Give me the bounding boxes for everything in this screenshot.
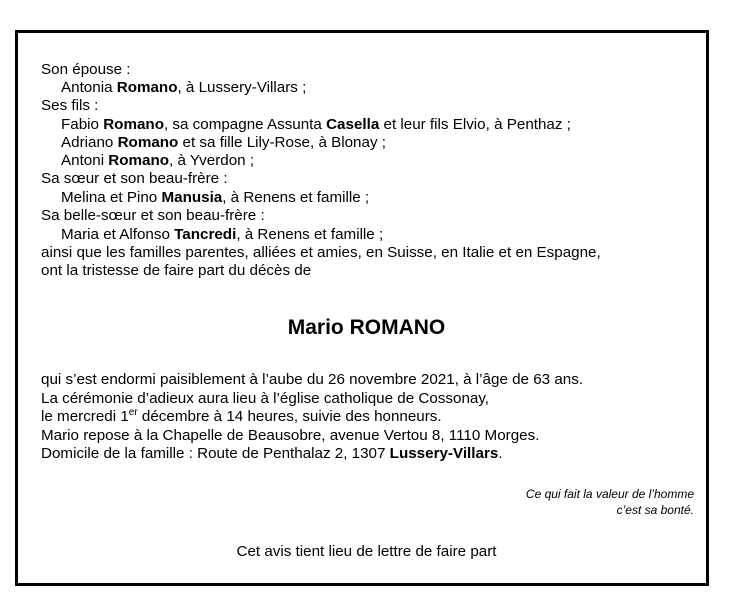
announce-line: ont la tristesse de faire part du décès de [41, 262, 312, 279]
deceased-name: Mario ROMANO [287, 316, 446, 339]
notice-frame [15, 30, 709, 586]
son-line-1: Fabio Romano, sa compagne Assunta Casella et leur fils Elvio, à Penthaz ; [61, 116, 571, 133]
wife-heading: Son épouse : [41, 61, 131, 78]
details-line-3: le mercredi 1er décembre à 14 heures, suivie des honneurs. [41, 407, 442, 425]
sisterinlaw-line: Maria et Alfonso Tancredi, à Renens et famille ; [61, 226, 384, 243]
son-line-3: Antoni Romano, à Yverdon ; [61, 152, 255, 169]
details-line-5: Domicile de la famille : Route de Penthalaz 2, 1307 Lussery-Villars. [41, 445, 503, 462]
sisterinlaw-heading: Sa belle-sœur et son beau-frère : [41, 207, 265, 224]
son-line-2: Adriano Romano et sa fille Lily-Rose, à Blonay ; [61, 134, 386, 151]
wife-line: Antonia Romano, à Lussery-Villars ; [61, 79, 307, 96]
details-line-2: La cérémonie d’adieux aura lieu à l’église catholique de Cossonay, [41, 390, 490, 407]
sister-heading: Sa sœur et son beau-frère : [41, 170, 228, 187]
details-line-4: Mario repose à la Chapelle de Beausobre, avenue Vertou 8, 1110 Morges. [41, 427, 540, 444]
sons-heading: Ses fils : [41, 97, 99, 114]
sister-line: Melina et Pino Manusia, à Renens et famille ; [61, 189, 370, 206]
quote-line-1: Ce qui fait la valeur de l’homme [525, 487, 694, 501]
relatives-line: ainsi que les familles parentes, alliées et amies, en Suisse, en Italie et en Espagne, [41, 244, 601, 261]
quote-line-2: c’est sa bonté. [616, 503, 694, 517]
details-line-1: qui s’est endormi paisiblement à l’aube du 26 novembre 2021, à l’âge de 63 ans. [41, 371, 584, 388]
footer-text: Cet avis tient lieu de lettre de faire part [236, 543, 497, 560]
